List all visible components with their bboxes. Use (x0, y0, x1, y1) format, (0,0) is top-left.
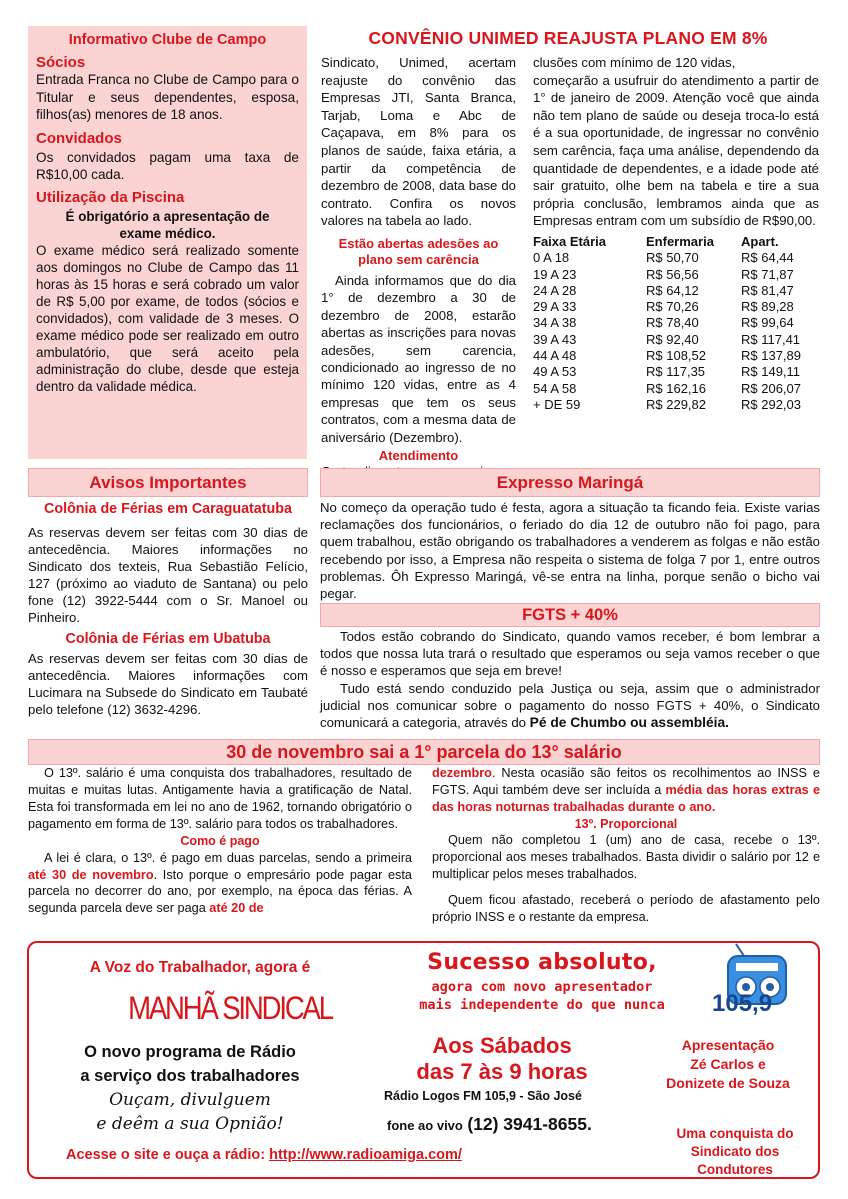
col-apart: Apart. (741, 233, 779, 249)
faixa-cell: 34 A 38 (533, 315, 577, 331)
unimed-intro: Sindicato, Unimed, acertam reajuste do convênio das Empresas JTI, Santa Branca, Tarjab, Loma e Abc de Caçapava, em 8% para os planos de saúde, faixa etária, a partir da competência de dezembro de 2008, data base do contrato. Confira os novos valores na tabela ao lado. (321, 55, 516, 229)
faixa-cell: 44 A 48 (533, 348, 577, 364)
programa-line2: a serviço dos trabalhadores (80, 1067, 300, 1085)
apart-cell: R$ 89,28 (741, 299, 794, 315)
conquista-line1: Uma conquista do (676, 1126, 794, 1141)
enfermaria-cell: R$ 70,26 (646, 299, 699, 315)
adesoes-text: Ainda informamos que do dia 1° de dezembro a 30 de dezembro de 2008, estarão abertas as inscrições para novas adesões, sem carencia, condicionado ao ingresso de no mínimo 120 vidas, entre as 4 empresas que tem os seus contratos, com a mesma data de aniversário (Dezembro). (321, 272, 516, 445)
apres-line3: Donizete de Souza (666, 1075, 790, 1091)
enfermaria-cell: R$ 162,16 (646, 380, 706, 396)
apart-cell: R$ 292,03 (741, 396, 801, 412)
freq-text: 105,9 (712, 990, 773, 1017)
decimo-col2-p (432, 765, 820, 816)
faixa-cell: 19 A 23 (533, 266, 577, 282)
apart-cell: R$ 206,07 (741, 380, 801, 396)
unimed-title: CONVÊNIO UNIMED REAJUSTA PLANO EM 8% (368, 28, 768, 48)
decimo-col2-red: dezembro (432, 766, 492, 780)
enfermaria-cell: R$ 64,12 (646, 282, 699, 298)
fgts-p2-bold: Pé de Chumbo ou assembléia. (529, 715, 729, 731)
enfermaria-cell: R$ 50,70 (646, 250, 699, 266)
oucam-line2: e deêm a sua Opnião! (96, 1114, 284, 1134)
faixa-cell: 54 A 58 (533, 380, 577, 396)
price-table-row (533, 315, 819, 331)
decimo-p2-red: até 30 de novembro (28, 867, 154, 882)
decimo-p2 (28, 850, 412, 918)
caragua-text: As reservas devem ser feitas com 30 dias de antecedência. Maiores informações no Sindicato dos texteis, Rua Sebastião Felício, 127 (próximo ao viaduto de Santana) ou pelo fone (12) 3922-5444 com o Sr. Manoel ou Pinheiro. (28, 525, 308, 625)
price-table-row (533, 299, 819, 315)
expresso-title: Expresso Maringá (320, 468, 820, 497)
sabados-text (382, 1033, 622, 1085)
enfermaria-cell: R$ 108,52 (646, 348, 706, 364)
adesoes-heading: Estão abertas adesões ao plano sem carência (338, 235, 499, 267)
sucesso-sub1: agora com novo apresentador (431, 979, 653, 995)
sucesso-sub (392, 978, 692, 1014)
sucesso-sub2: mais independente do que nunca (419, 997, 665, 1013)
col-enfermaria: Enfermaria (646, 233, 714, 249)
apart-cell: R$ 81,47 (741, 282, 794, 298)
fgts-p2-text: Tudo está sendo conduzido pela Justiça ou seja, assim que o administrador judicial nos comunicar sobre o pagamento do nosso FGTS + 40%, o Sindicato comunicará a categoria, através do (320, 680, 820, 731)
manha-sindical-logo: MANHÃ SINDICAL (128, 990, 332, 1026)
price-table-row (533, 332, 819, 348)
fgts-p1: Todos estão cobrando do Sindicato, quando vamos receber, é bom lembrar a todos que nossa luta trará o resultado que esperamos ou seja vamos receber o que é nosso e esperamos que seja em breve! (320, 629, 820, 679)
apres-line2: Zé Carlos e (690, 1056, 766, 1072)
socios-text: Entrada Franca no Clube de Campo para o Titular e seus dependentes, esposa, filhos(as) menores de 18 anos. (36, 72, 299, 122)
faixa-cell: + DE 59 (533, 396, 581, 412)
price-table-header (533, 234, 819, 250)
decimo-col2-red2: média das horas extras e das horas noturnas trabalhadas durante o ano. (432, 782, 821, 814)
price-table-row (533, 348, 819, 364)
fgts-title: FGTS + 40% (320, 603, 820, 627)
decimo-p1: O 13º. salário é uma conquista dos trabalhadores, resultado de muitas e muitas lutas. Antigamente havia a gratificação de Natal. Esta foi transformada em lei no ano de 1962, tornando obrigatório o pagamento em forma de 13º. salário para todos os trabalhadores. (28, 766, 412, 831)
avisos-title: Avisos Importantes (28, 468, 308, 497)
enfermaria-cell: R$ 92,40 (646, 331, 699, 347)
socios-heading: Sócios (36, 54, 86, 71)
price-table-row (533, 267, 819, 283)
expresso-text: No começo da operação tudo é festa, agora a situação ta ficando feia. Existe varias reclamações dos funcionários, o feriado do dia 12 de outubro não foi pago, para quem trabalhou, estão obrigando os trabalhadores a venderem as folgas e não estão recebendo por isso, a Empresa não respeita o sistema de folga 7 por 1, entre outros problemas. Ôh Expresso Maringá, vê-se entra na linha, porque senão o bicho vai pegar. (320, 500, 820, 602)
oucam-text (40, 1088, 340, 1136)
apart-cell: R$ 71,87 (741, 266, 794, 282)
faixa-cell: 29 A 33 (533, 299, 577, 315)
convidados-text: Os convidados pagam uma taxa de R$10,00 cada. (36, 149, 299, 182)
caragua-heading: Colônia de Férias em Caraguatatuba (44, 501, 292, 517)
apres-line1: Apresentação (681, 1037, 775, 1053)
decimo-p2-a: A lei é clara, o 13º. é pago em duas parcelas, sendo a primeira (44, 850, 412, 865)
convidados-heading: Convidados (36, 129, 122, 147)
sabados-line2: das 7 às 9 horas (416, 1059, 588, 1084)
radio-url-link[interactable]: http://www.radioamiga.com/ (269, 1147, 462, 1163)
atendimento-heading: Atendimento (378, 448, 459, 463)
conquista-line2: Sindicato dos Condutores (690, 1144, 780, 1177)
decimo-p2-b: . Isto porque o empresário pode pagar esta parcela no decorrer do ano, por exemplo, na época das férias. A segunda parcela deve ser paga (28, 867, 412, 916)
price-table-row (533, 364, 819, 380)
oucam-line1: Ouçam, divulguem (109, 1090, 271, 1110)
sabados-line1: Aos Sábados (432, 1033, 572, 1058)
price-table-row (533, 250, 819, 266)
col-faixa: Faixa Etária (533, 233, 606, 249)
sucesso-title: Sucesso absoluto, (427, 950, 657, 975)
clube-box (28, 26, 307, 459)
apart-cell: R$ 137,89 (741, 348, 801, 364)
price-table-row (533, 397, 819, 413)
enfermaria-cell: R$ 78,40 (646, 315, 699, 331)
apresentacao-text (648, 1036, 808, 1093)
decimo-p3: Quem não completou 1 (um) ano de casa, recebe o 13º. proporcional aos meses trabalhados. Basta dividir o salário por 12 e multiplicar pelos meses trabalhados. (432, 832, 820, 881)
faixa-cell: 0 A 18 (533, 250, 570, 266)
decimo-p2-red2: até 20 de (209, 901, 264, 916)
piscina-text: O exame médico será realizado somente aos domingos no Clube de Campo das 11 horas às 15 horas e será cobrado um valor de R$ 5,00 por exame, de todos (sócios e convidados), com validade de 3 meses. O exame médico pode ser realizado em outro ambulatório, que será aceito pela administração do clube, desde que esteja dentro da validade médica. (36, 242, 299, 394)
acesse-text: Acesse o site e ouça a rádio: (66, 1147, 266, 1163)
clube-title: Informativo Clube de Campo (68, 32, 267, 48)
fone-line (387, 1114, 647, 1135)
piscina-heading: Utilização da Piscina (36, 188, 185, 206)
price-table (533, 234, 819, 413)
apart-cell: R$ 64,44 (741, 250, 794, 266)
enfermaria-cell: R$ 56,56 (646, 266, 699, 282)
programa-text (40, 1040, 340, 1088)
programa-line1: O novo programa de Rádio (84, 1043, 296, 1061)
price-table-row (533, 381, 819, 397)
unimed-col1 (321, 54, 516, 480)
faixa-cell: 49 A 53 (533, 364, 577, 380)
unimed-col2-top: clusões com mínimo de 120 vidas, (533, 55, 736, 70)
conquista-text (655, 1125, 815, 1179)
decimo-p4: Quem ficou afastado, receberá o período de afastamento pelo próprio INSS e o restante da empresa. (432, 893, 820, 925)
apart-cell: R$ 99,64 (741, 315, 794, 331)
price-table-row (533, 283, 819, 299)
como-heading: Como é pago (180, 833, 260, 848)
fgts-p2 (320, 680, 820, 732)
proporcional-heading: 13º. Proporcional (574, 816, 678, 831)
acesse-line (66, 1147, 606, 1163)
decimo-col2-a: . Nesta ocasião são feitos os recolhimentos ao INSS e FGTS. Aqui também deve ser incluída a (432, 766, 820, 797)
fone-label: fone ao vivo (387, 1118, 463, 1133)
ubatuba-heading: Colônia de Férias em Ubatuba (65, 631, 271, 647)
ubatuba-text: As reservas devem ser feitas com 30 dias de antecedência. Maiores informações com Lucimara na Subsede do Sindicato em Taubaté pelo telefone (12) 3632-4296. (28, 651, 308, 717)
enfermaria-cell: R$ 229,82 (646, 396, 706, 412)
faixa-cell: 39 A 43 (533, 331, 577, 347)
piscina-required: É obrigatório a apresentação de exame médico. (65, 208, 270, 241)
decimo-col1 (28, 765, 412, 917)
apart-cell: R$ 117,41 (741, 331, 801, 347)
unimed-col2 (533, 54, 819, 413)
radio-logos: Rádio Logos FM 105,9 - São José (384, 1089, 582, 1103)
apart-cell: R$ 149,11 (741, 364, 801, 380)
enfermaria-cell: R$ 117,35 (646, 364, 706, 380)
voz-text: A Voz do Trabalhador, agora é (89, 959, 311, 976)
faixa-cell: 24 A 28 (533, 282, 577, 298)
fone-number: (12) 3941-8655. (467, 1114, 592, 1134)
unimed-col2-text: começarão a usufruir do atendimento a partir de 1° de janeiro de 2009. Atenção você que ainda não tem plano de saúde ou deseja troca-lo está é a sua oportunidade, de ingressar no convênio sem carência, faça uma análise, dependendo da quantidade de dependentes, e a idade pode até sair gratuito, olhe bem na tabela e tire a sua própria conclusão, lembramos ainda que as Empresas entram com um subsídio de R$90,00. (533, 72, 819, 229)
decimo-col2 (432, 765, 820, 926)
fgts-body (320, 628, 820, 731)
avisos-body (28, 500, 308, 718)
decimo-title: 30 de novembro sai a 1° parcela do 13° salário (28, 739, 820, 765)
